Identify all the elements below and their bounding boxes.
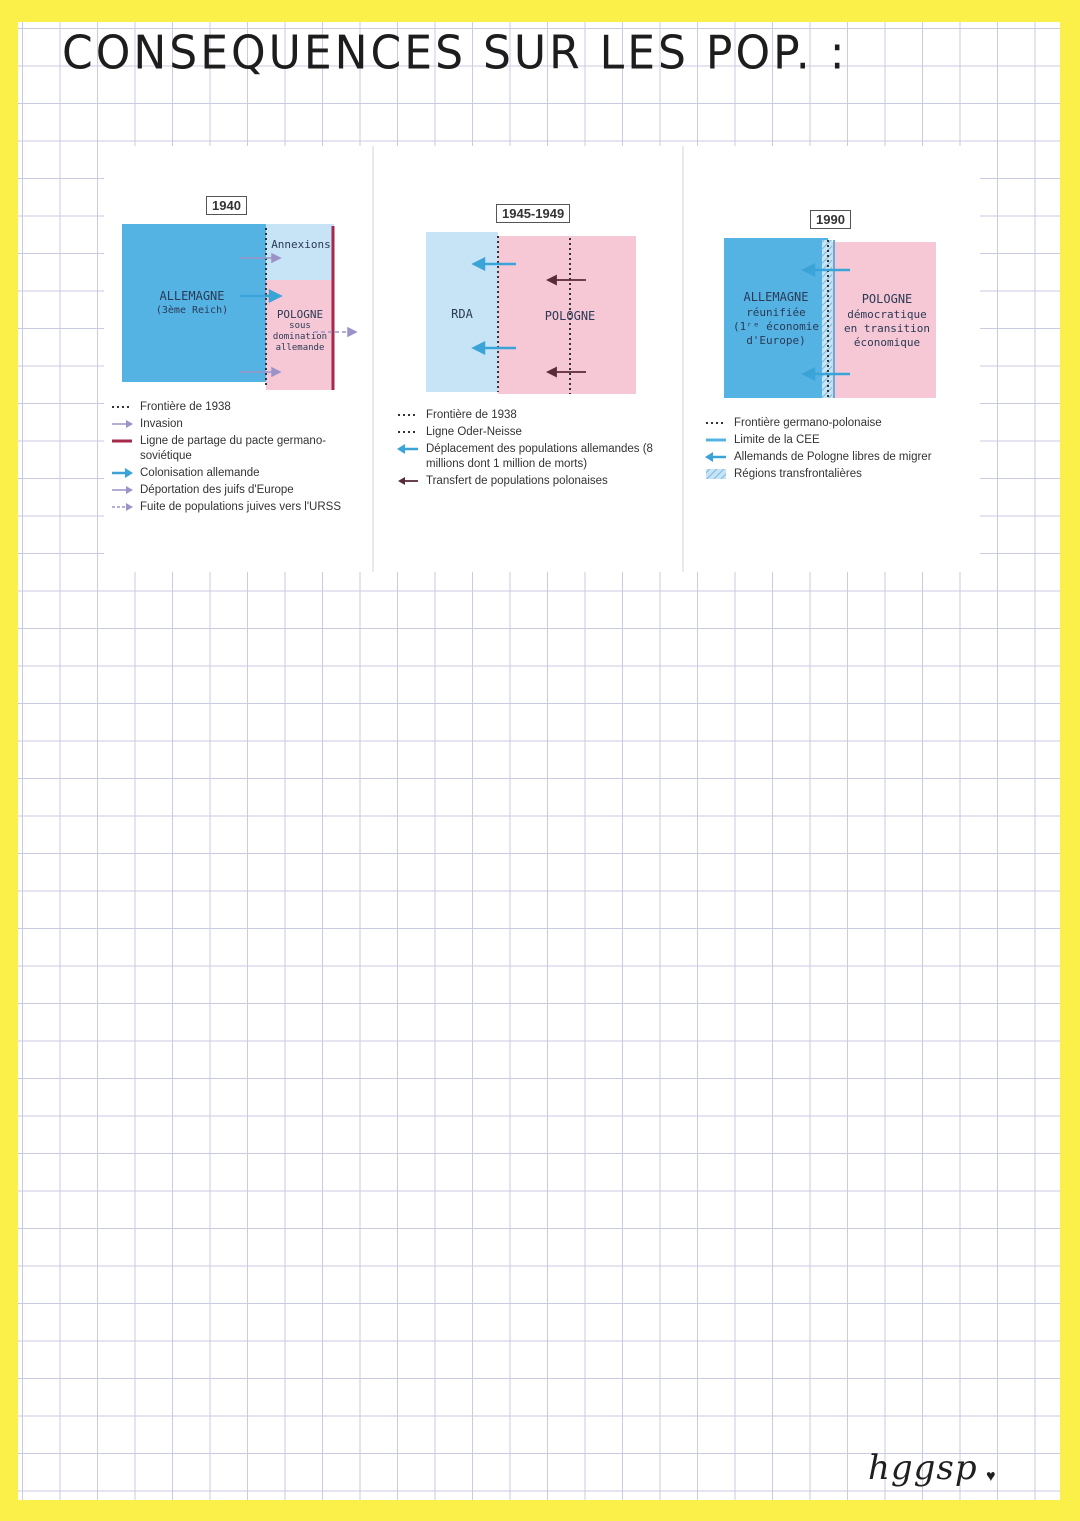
rda-label: RDA <box>451 307 473 321</box>
germany-1990-sub3: d'Europe) <box>746 334 806 348</box>
panel-1990 <box>682 146 980 572</box>
legend-1945: Frontière de 1938 Ligne Oder-Neisse Déplacement des populations allemandes (8 millions dont 1 million de morts) Transfert de populations polonaises <box>396 408 666 491</box>
arrow-blue-left-key-icon <box>396 442 420 456</box>
panel-1940 <box>104 146 368 572</box>
year-1945-label: 1945-1949 <box>496 204 570 223</box>
map-1990 <box>684 146 980 406</box>
panel-1945-1949 <box>372 146 680 572</box>
arrow-blue-key-icon <box>110 466 134 480</box>
population-diagram <box>104 146 978 572</box>
germany-1940-name: ALLEMAGNE <box>159 289 225 303</box>
dotted-key-icon <box>396 408 420 422</box>
poland-1945-label: POLOGNE <box>544 309 596 323</box>
germany-1990-sub2: (1ʳᵉ économie <box>732 319 820 333</box>
hatched-key-icon <box>704 467 728 481</box>
red-line-key-icon <box>110 434 134 448</box>
poland-1990-sub3: économique <box>853 336 921 350</box>
dotted-key-icon <box>396 425 420 439</box>
annexions-label: Annexions <box>271 238 331 251</box>
arrow-purple-key-icon <box>110 417 134 431</box>
year-1940-label: 1940 <box>206 196 247 215</box>
map-1940 <box>104 146 368 406</box>
poland-1940-name: POLOGNE <box>276 308 324 321</box>
poland-1990-sub1: démocratique <box>847 307 927 321</box>
poland-1990-name: POLOGNE <box>861 292 913 306</box>
germany-1990-sub1: réunifiée <box>746 305 806 319</box>
germany-1990-name: ALLEMAGNE <box>743 290 809 304</box>
poland-1940-sub3: allemande <box>275 342 325 353</box>
arrow-dashed-key-icon <box>110 500 134 514</box>
page-title: CONSEQUENCES SUR LES POP. : <box>62 26 848 81</box>
poland-1940-sub1: sous <box>289 321 311 332</box>
germany-1940-sub: (3ème Reich) <box>155 305 229 317</box>
signature: hggsp <box>868 1448 978 1488</box>
poland-1990-sub2: en transition <box>843 321 931 335</box>
arrow-blue-left-key-icon <box>704 450 728 464</box>
arrow-dark-left-key-icon <box>396 474 420 488</box>
map-1945 <box>374 146 680 406</box>
dotted-key-icon <box>110 400 134 414</box>
legend-1990: Frontière germano-polonaise Limite de la CEE Allemands de Pologne libres de migrer Régions transfrontalières <box>704 416 974 484</box>
arrow-purple-key-icon <box>110 483 134 497</box>
heart-icon: ♥ <box>986 1468 996 1485</box>
blue-line-key-icon <box>704 433 728 447</box>
legend-1940: Frontière de 1938 Invasion Ligne de partage du pacte germano-soviétique Colonisation allemande Déportation des juifs d'Europe Fuite de populations juives vers l'URSS <box>110 400 360 517</box>
year-1990-label: 1990 <box>810 210 851 229</box>
dotted-key-icon <box>704 416 728 430</box>
poland-1940-sub2: domination <box>272 331 328 342</box>
